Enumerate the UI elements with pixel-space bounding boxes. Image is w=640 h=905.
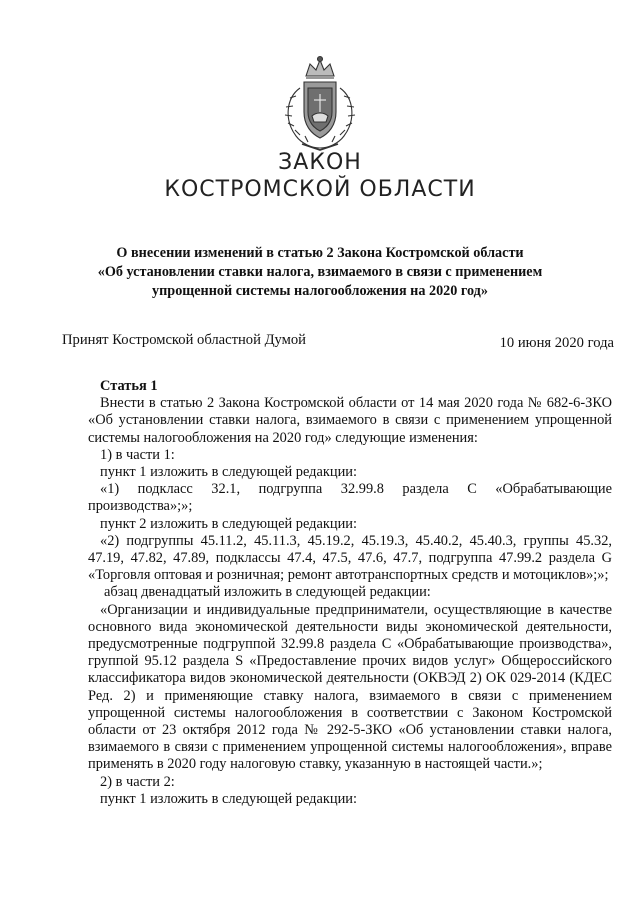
coat-of-arms-icon xyxy=(276,54,364,152)
article-heading: Статья 1 xyxy=(100,378,158,394)
adopted-by: Принят Костромской областной Думой xyxy=(62,332,306,348)
subject-line: упрощенной системы налогообложения на 2020 год» xyxy=(152,283,488,299)
region-title: КОСТРОМСКОЙ ОБЛАСТИ xyxy=(164,177,476,202)
adoption-date: 10 июня 2020 года xyxy=(499,335,614,351)
article-paragraph: пункт 2 изложить в следующей редакции: xyxy=(100,515,357,532)
subject-line: О внесении изменений в статью 2 Закона Костромской области xyxy=(116,245,524,261)
article-paragraph: Внести в статью 2 Закона Костромской области от 14 мая 2020 года № 682-6-ЗКО «Об установлении ставки налога, взимаемого в связи с применением упрощенной системы налогообложения на 2020 год» следующие изменения: xyxy=(88,395,612,446)
subject-line: «Об установлении ставки налога, взимаемого в связи с применением xyxy=(97,264,543,280)
law-subject xyxy=(60,244,580,301)
law-title: ЗАКОН xyxy=(278,150,362,175)
article-paragraph: 1) в части 1: xyxy=(100,446,175,463)
article-paragraph: пункт 1 изложить в следующей редакции: xyxy=(100,790,357,807)
article-paragraph: «1) подкласс 32.1, подгруппа 32.99.8 раздела C «Обрабатывающие производства»;»; xyxy=(88,481,612,515)
article-paragraph: «Организации и индивидуальные предприниматели, осуществляющие в качестве основного вида экономической деятельности виды экономической деятельности, предусмотренные подгруппой 32.99.8 раздела C «Обрабатывающие производства», группой 95.12 раздела S «Предоставление прочих видов услуг» Общероссийского классификатора видов экономической деятельности (ОКВЭД 2) ОК 029-2014 (КДЕС Ред. 2) и применяющие ставку налога, взимаемого в связи с применением упрощенной системы налогообложения в соответствии с Законом Костромской области от 23 октября 2012 года № 292-5-ЗКО «Об установлении ставки налога, взимаемого в связи с применением упрощенной системы налогообложения», вправе применять в 2020 году налоговую ставку, указанную в настоящей части.»; xyxy=(88,601,612,773)
article-paragraph: абзац двенадцатый изложить в следующей редакции: xyxy=(104,584,431,601)
article-paragraph: пункт 1 изложить в следующей редакции: xyxy=(100,464,357,481)
article-paragraph: 2) в части 2: xyxy=(100,773,175,790)
article-paragraph: «2) подгруппы 45.11.2, 45.11.3, 45.19.2, 45.19.3, 45.40.2, 45.40.3, группы 45.32, 47.19, 47.82, 47.89, подклассы 47.4, 47.5, 47.6, 47.7, подгруппа 47.99.2 раздела G «Торговля оптовая и розничная; ремонт автотранспортных средств и мотоциклов»;»; xyxy=(88,532,612,584)
article-body xyxy=(88,378,612,808)
